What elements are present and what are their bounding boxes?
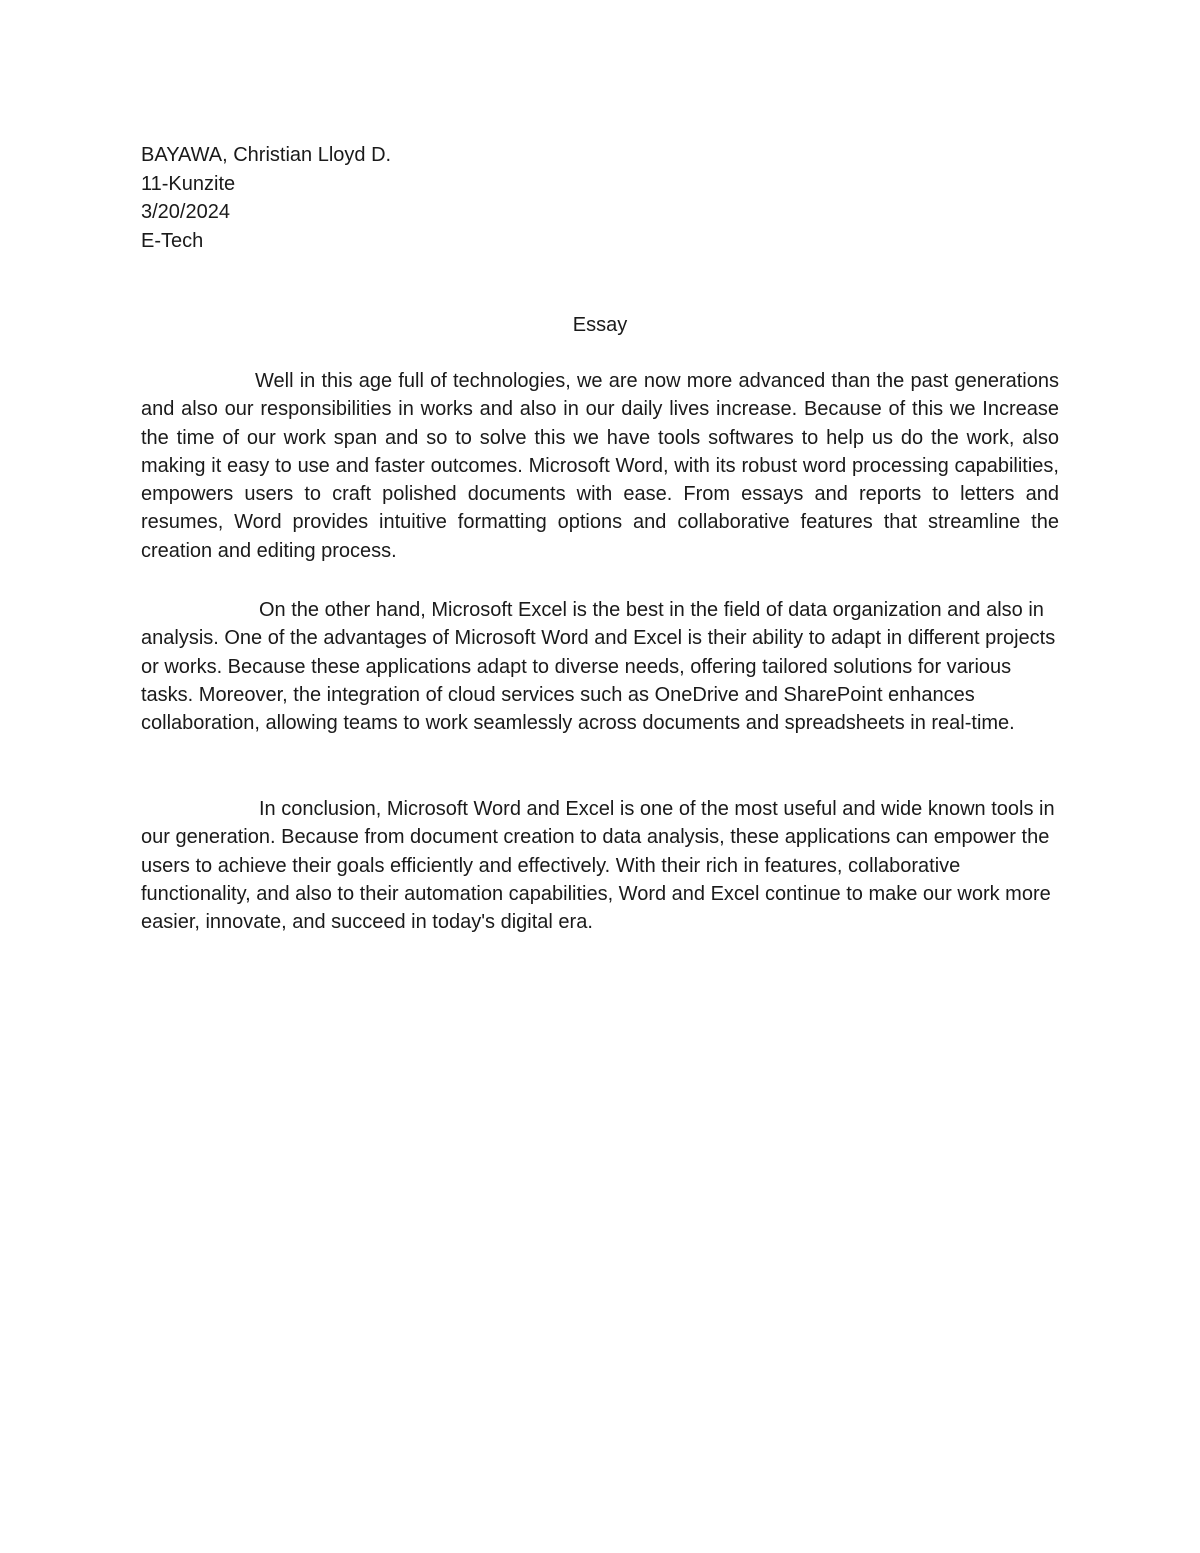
student-header (141, 141, 391, 255)
document-date: 3/20/2024 (141, 201, 230, 224)
student-section: 11-Kunzite (141, 172, 236, 195)
essay-paragraph-3: In conclusion, Microsoft Word and Excel is one of the most useful and wide known tools in our generation. Because from document creation to data analysis, these applications can empower the users to achieve their goals efficiently and effectively. With their rich in features, collaborative functionality, and also to their automation capabilities, Word and Excel continue to make our work more easier, innovate, and succeed in today's digital era. (141, 798, 1055, 934)
essay-paragraph-2: On the other hand, Microsoft Excel is the best in the field of data organization and also in analysis. One of the advantages of Microsoft Word and Excel is their ability to adapt in different projects or works. Because these applications adapt to diverse needs, offering tailored solutions for various tasks. Moreover, the integration of cloud services such as OneDrive and SharePoint enhances collaboration, allowing teams to work seamlessly across documents and spreadsheets in real-time. (141, 599, 1056, 735)
essay-paragraph-1: Well in this age full of technologies, we are now more advanced than the past generations and also our responsibilities in works and also in our daily lives increase. Because of this we Increase the time of our work span and so to solve this we have tools softwares to help us do the work, also making it easy to use and faster outcomes. Microsoft Word, with its robust word processing capabilities, empowers users to craft polished documents with ease. From essays and reports to letters and resumes, Word provides intuitive formatting options and collaborative features that streamline the creation and editing process. (141, 370, 1059, 562)
student-name: BAYAWA, Christian Lloyd D. (141, 144, 392, 166)
subject-name: E-Tech (141, 229, 204, 252)
essay-title: Essay (572, 314, 628, 336)
